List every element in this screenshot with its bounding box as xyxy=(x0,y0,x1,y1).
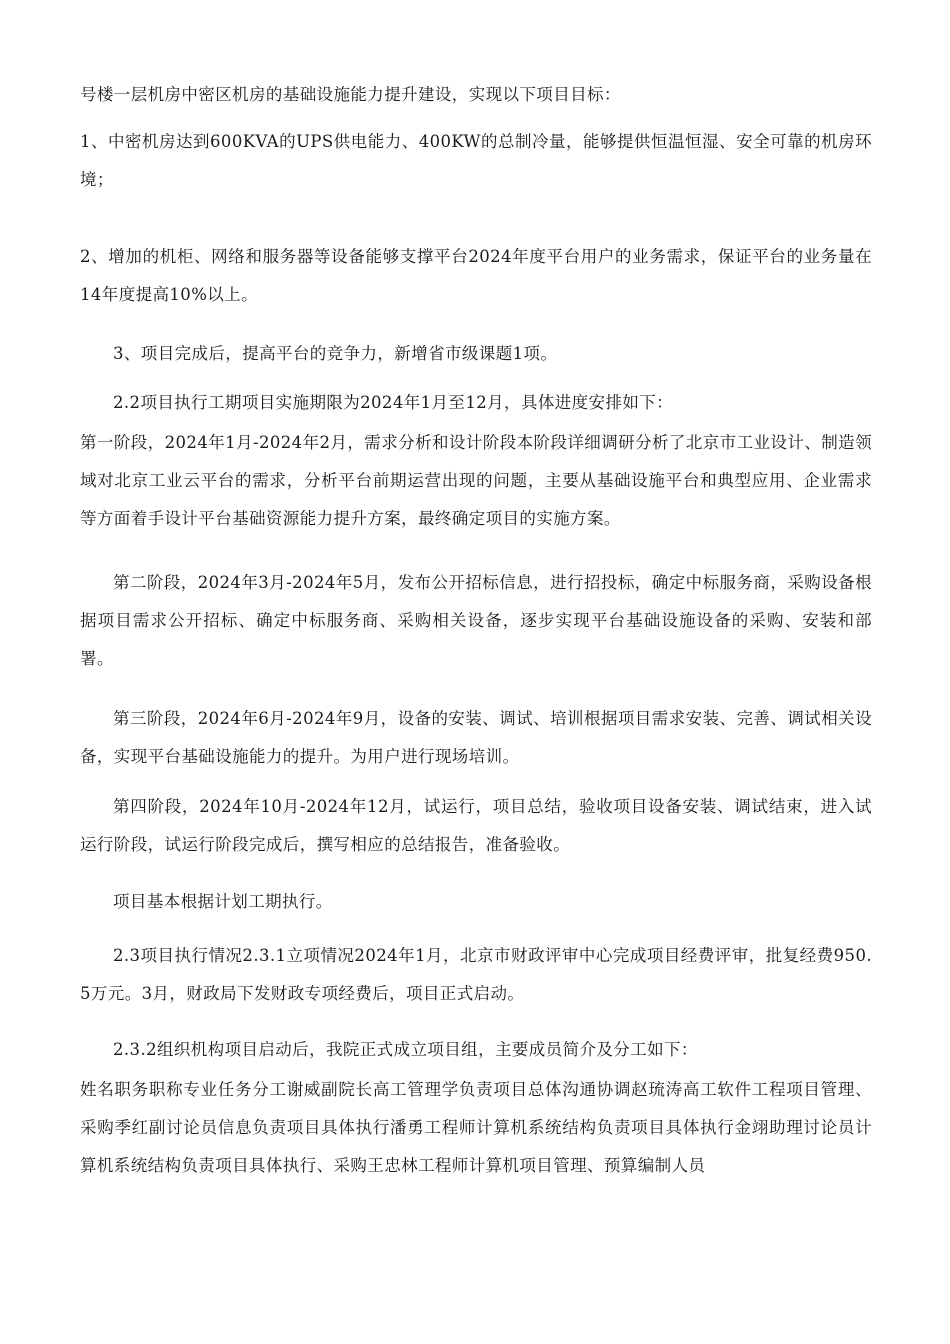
paragraph-organization: 2.3.2组织机构项目启动后，我院正式成立项目组，主要成员简介及分工如下： xyxy=(113,1040,698,1059)
paragraph-goal-intro: 号楼一层机房中密区机房的基础设施能力提升建设，实现以下项目目标： xyxy=(80,85,621,104)
paragraph-schedule-summary: 项目基本根据计划工期执行。 xyxy=(113,892,333,911)
paragraph-phase-2: 第二阶段，2024年3月-2024年5月，发布公开招标信息，进行招投标，确定中标服务商，采购设备根据项目需求公开招标、确定中标服务商、采购相关设备，逐步实现平台基础设施设备的采购、安装和部署。 xyxy=(80,573,872,668)
paragraph-schedule-heading: 2.2项目执行工期项目实施期限为2024年1月至12月，具体进度安排如下： xyxy=(113,393,674,412)
paragraph-goal-3: 3、项目完成后，提高平台的竞争力，新增省市级课题1项。 xyxy=(113,344,558,363)
paragraph-phase-3: 第三阶段，2024年6月-2024年9月，设备的安装、调试、培训根据项目需求安装、完善、调试相关设备，实现平台基础设施能力的提升。为用户进行现场培训。 xyxy=(80,709,872,766)
paragraph-phase-1: 第一阶段，2024年1月-2024年2月，需求分析和设计阶段本阶段详细调研分析了北京市工业设计、制造领域对北京工业云平台的需求，分析平台前期运营出现的问题，主要从基础设施平台和典型应用、企业需求等方面着手设计平台基础资源能力提升方案，最终确定项目的实施方案。 xyxy=(80,433,872,528)
paragraph-execution-status: 2.3项目执行情况2.3.1立项情况2024年1月，北京市财政评审中心完成项目经费评审，批复经费950.5万元。3月，财政局下发财政专项经费后，项目正式启动。 xyxy=(80,946,872,1003)
paragraph-goal-2: 2、增加的机柜、网络和服务器等设备能够支撑平台2024年度平台用户的业务需求，保证平台的业务量在14年度提高10%以上。 xyxy=(80,247,872,304)
paragraph-phase-4: 第四阶段，2024年10月-2024年12月，试运行，项目总结，验收项目设备安装、调试结束，进入试运行阶段，试运行阶段完成后，撰写相应的总结报告，准备验收。 xyxy=(80,797,872,854)
paragraph-team-members: 姓名职务职称专业任务分工谢威副院长高工管理学负责项目总体沟通协调赵琉涛高工软件工程项目管理、采购季红副讨论员信息负责项目具体执行潘勇工程师计算机系统结构负责项目具体执行金翊助理讨论员计算机系统结构负责项目具体执行、采购王忠林工程师计算机项目管理、预算编制人员 xyxy=(80,1080,872,1175)
paragraph-goal-1: 1、中密机房达到600KVA的UPS供电能力、400KW的总制冷量，能够提供恒温恒湿、安全可靠的机房环境； xyxy=(80,132,872,189)
